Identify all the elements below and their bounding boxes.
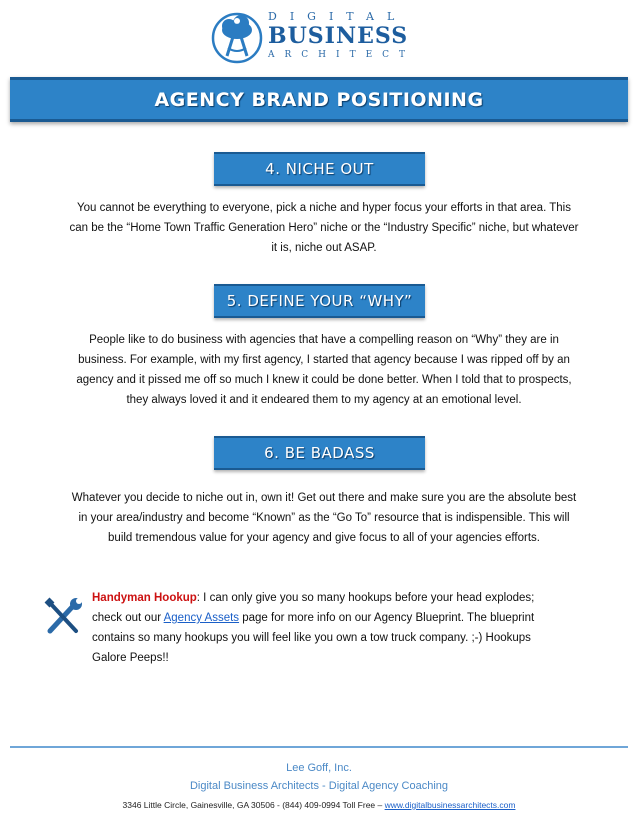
section-heading-text: 4. NICHE OUT — [265, 160, 374, 178]
logo-digital: DIGITAL — [268, 10, 408, 23]
handyman-hookup — [92, 588, 552, 668]
footer-company: Digital Business Architects - Digital Agency Coaching — [189, 780, 448, 792]
section-heading-text: 5. DEFINE YOUR “WHY” — [226, 292, 413, 310]
section-heading-niche-out — [214, 152, 425, 186]
section-heading-define-why — [214, 284, 425, 318]
footer-name: Lee Goff, Inc. — [286, 762, 352, 774]
page-title-banner — [10, 77, 628, 122]
agency-assets-link[interactable]: Agency Assets — [163, 612, 240, 624]
section-heading-be-badass — [214, 436, 425, 470]
logo-architect: ARCHITECT — [268, 50, 416, 60]
wrench-screwdriver-icon — [44, 597, 84, 637]
section-heading-text: 6. BE BADASS — [264, 444, 375, 462]
hookup-text-after: page for more info on our Agency Blueprint. The blueprint contains so many hookups you will feel like you own a tow truck company. ;-) Hookups Galore Peeps!! — [92, 612, 535, 664]
footer-divider — [10, 746, 628, 748]
hookup-text-before: : I can only give you so many hookups before your head explodes; check out our — [92, 592, 535, 624]
hookup-label: Handyman Hookup — [92, 592, 197, 604]
footer-address-line — [0, 800, 638, 810]
logo — [210, 8, 430, 68]
architect-compass-icon — [210, 8, 268, 66]
section-body-niche-out: You cannot be everything to everyone, pick a niche and hyper focus your efforts in that area. This can be the “Home Town Traffic Generation Hero” niche or the “Industry Specific” niche, but whatever it is, niche out ASAP. — [69, 202, 579, 254]
section-body-be-badass: Whatever you decide to niche out in, own it! Get out there and make sure you are the absolute best in your area/industry and become “Known” as the “Go To” resource that is indispensible. This will build tremendous value for your agency and give focus to all of your agencies efforts. — [71, 492, 577, 544]
page-title: AGENCY BRAND POSITIONING — [154, 88, 484, 111]
footer-address: 3346 Little Circle, Gainesville, GA 30506 - (844) 409-0994 Toll Free – — [122, 800, 385, 810]
section-body-define-why: People like to do business with agencies that have a compelling reason on “Why” they are in business. For example, with my first agency, I started that agency because I was ripped off by an agency and it pissed me off so much I knew it could be done better. When I told that to prospects, they always loved it and it endeared them to my agency at an emotional level. — [76, 334, 572, 406]
logo-business: BUSINESS — [268, 23, 409, 49]
footer-website-link[interactable]: www.digitalbusinessarchitects.com — [384, 800, 516, 810]
